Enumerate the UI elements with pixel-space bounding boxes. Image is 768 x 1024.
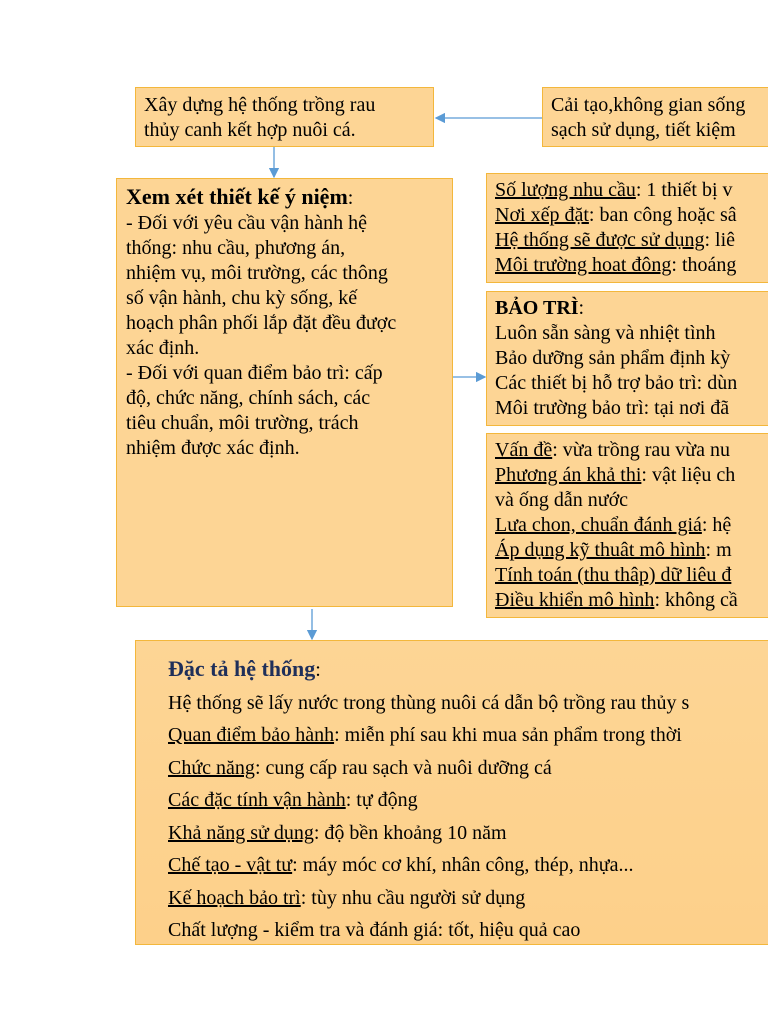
system-spec-box bbox=[135, 640, 768, 945]
req-value: : thoáng bbox=[671, 254, 737, 276]
req-row bbox=[495, 178, 768, 203]
maintenance-box bbox=[486, 291, 768, 426]
spec-row bbox=[168, 849, 762, 882]
prob-row bbox=[495, 488, 768, 513]
prob-value: và ống dẫn nước bbox=[495, 489, 629, 511]
need-box bbox=[542, 87, 768, 147]
design-title: Xem xét thiết kế ý niệm bbox=[126, 184, 348, 209]
prob-value: : không cầ bbox=[654, 589, 738, 611]
spec-value: : độ bền khoảng 10 năm bbox=[313, 821, 507, 844]
prob-value: : m bbox=[705, 539, 732, 561]
spec-row bbox=[168, 719, 762, 752]
goal-box bbox=[135, 87, 434, 147]
spec-row bbox=[168, 752, 762, 785]
spec-label: Chế tạo - vật tư bbox=[168, 854, 293, 876]
prob-label: Phương án khả thi bbox=[495, 464, 642, 486]
design-line: nhiệm vụ, môi trường, các thông bbox=[126, 262, 388, 284]
req-row bbox=[495, 203, 768, 228]
prob-label: Áp dụng kỹ thuât mô hình bbox=[495, 539, 706, 561]
prob-row bbox=[495, 563, 768, 588]
req-row bbox=[495, 253, 768, 278]
prob-row bbox=[495, 463, 768, 488]
maint-title-row: BẢO TRÌ: bbox=[495, 297, 585, 319]
req-value: : 1 thiết bị v bbox=[635, 179, 733, 201]
prob-label: Vấn đề bbox=[495, 439, 553, 461]
goal-line: thủy canh kết hợp nuôi cá. bbox=[144, 119, 356, 141]
spec-value: : miễn phí sau khi mua sản phẩm trong thời bbox=[334, 724, 682, 746]
design-title-row: Xem xét thiết kế ý niệm: bbox=[126, 184, 354, 209]
spec-value: : cung cấp rau sạch và nuôi dưỡng cá bbox=[254, 756, 552, 779]
req-label: Hệ thống sẽ được sử dụng bbox=[495, 229, 705, 251]
spec-value: : máy móc cơ khí, nhân công, thép, nhựa... bbox=[292, 854, 634, 876]
goal-line: Xây dựng hệ thống trồng rau bbox=[144, 94, 376, 116]
maint-line: Luôn sẵn sàng và nhiệt tình bbox=[495, 322, 716, 344]
req-value: : ban công hoặc sâ bbox=[588, 204, 737, 226]
req-label: Nơi xếp đặt bbox=[495, 204, 589, 226]
prob-row bbox=[495, 513, 768, 538]
req-label: Môi trường hoat đông bbox=[495, 254, 672, 276]
spec-label: Khả năng sử dụng bbox=[168, 821, 314, 844]
spec-title: Đặc tả hệ thống bbox=[168, 656, 316, 681]
design-line: tiêu chuẩn, môi trường, trách bbox=[126, 412, 359, 434]
spec-label: Kế hoạch bảo trì bbox=[168, 886, 301, 909]
req-row bbox=[495, 228, 768, 253]
spec-title-row: Đặc tả hệ thống: bbox=[168, 656, 321, 681]
prob-row bbox=[495, 438, 768, 463]
design-line: độ, chức năng, chính sách, các bbox=[126, 387, 371, 409]
prob-label: Lưa chon, chuẩn đánh giá bbox=[495, 514, 702, 536]
prob-label: Tính toán (thu thâp) dữ liêu đ bbox=[495, 564, 732, 586]
requirements-box bbox=[486, 173, 768, 283]
prob-value: : vừa trồng rau vừa nu bbox=[552, 439, 730, 461]
prob-label: Điều khiển mô hình bbox=[495, 589, 655, 611]
spec-value: : tự động bbox=[345, 789, 418, 811]
spec-row bbox=[168, 882, 762, 915]
conceptual-design-box bbox=[116, 178, 453, 607]
req-value: : liê bbox=[704, 229, 735, 251]
spec-value: : tùy nhu cầu người sử dụng bbox=[300, 886, 526, 909]
maint-line: Bảo dưỡng sản phẩm định kỳ bbox=[495, 347, 731, 369]
design-line: thống: nhu cầu, phương án, bbox=[126, 237, 346, 259]
need-line: Cải tạo,không gian sống bbox=[551, 94, 746, 116]
maint-title: BẢO TRÌ bbox=[495, 297, 579, 319]
spec-label: Các đặc tính vận hành bbox=[168, 789, 346, 811]
prob-value: : hệ bbox=[701, 514, 732, 536]
design-line: hoạch phân phối lắp đặt đều được bbox=[126, 312, 397, 334]
maint-line: Môi trường bảo trì: tại nơi đã bbox=[495, 397, 730, 419]
design-line: - Đối với yêu cầu vận hành hệ bbox=[126, 212, 368, 234]
design-line: xác định. bbox=[126, 337, 200, 359]
prob-row bbox=[495, 538, 768, 563]
spec-row bbox=[168, 817, 762, 850]
prob-row bbox=[495, 588, 768, 613]
need-line: sạch sử dụng, tiết kiệm bbox=[551, 119, 736, 141]
spec-label: Quan điểm bảo hành bbox=[168, 724, 335, 746]
design-line: số vận hành, chu kỳ sống, kế bbox=[126, 287, 358, 309]
spec-intro: Hệ thống sẽ lấy nước trong thùng nuôi cá dẫn bộ trồng rau thủy s bbox=[168, 691, 690, 714]
design-line: nhiệm được xác định. bbox=[126, 437, 300, 459]
design-line: - Đối với quan điểm bảo trì: cấp bbox=[126, 362, 383, 384]
problem-box bbox=[486, 433, 768, 618]
spec-row bbox=[168, 784, 762, 817]
spec-label: Chức năng bbox=[168, 756, 255, 779]
spec-outro: Chất lượng - kiểm tra và đánh giá: tốt, hiệu quả cao bbox=[168, 919, 581, 941]
prob-value: : vật liệu ch bbox=[641, 464, 736, 486]
maint-line: Các thiết bị hỗ trợ bảo trì: dùn bbox=[495, 372, 738, 394]
req-label: Số lượng nhu cầu bbox=[495, 179, 636, 201]
